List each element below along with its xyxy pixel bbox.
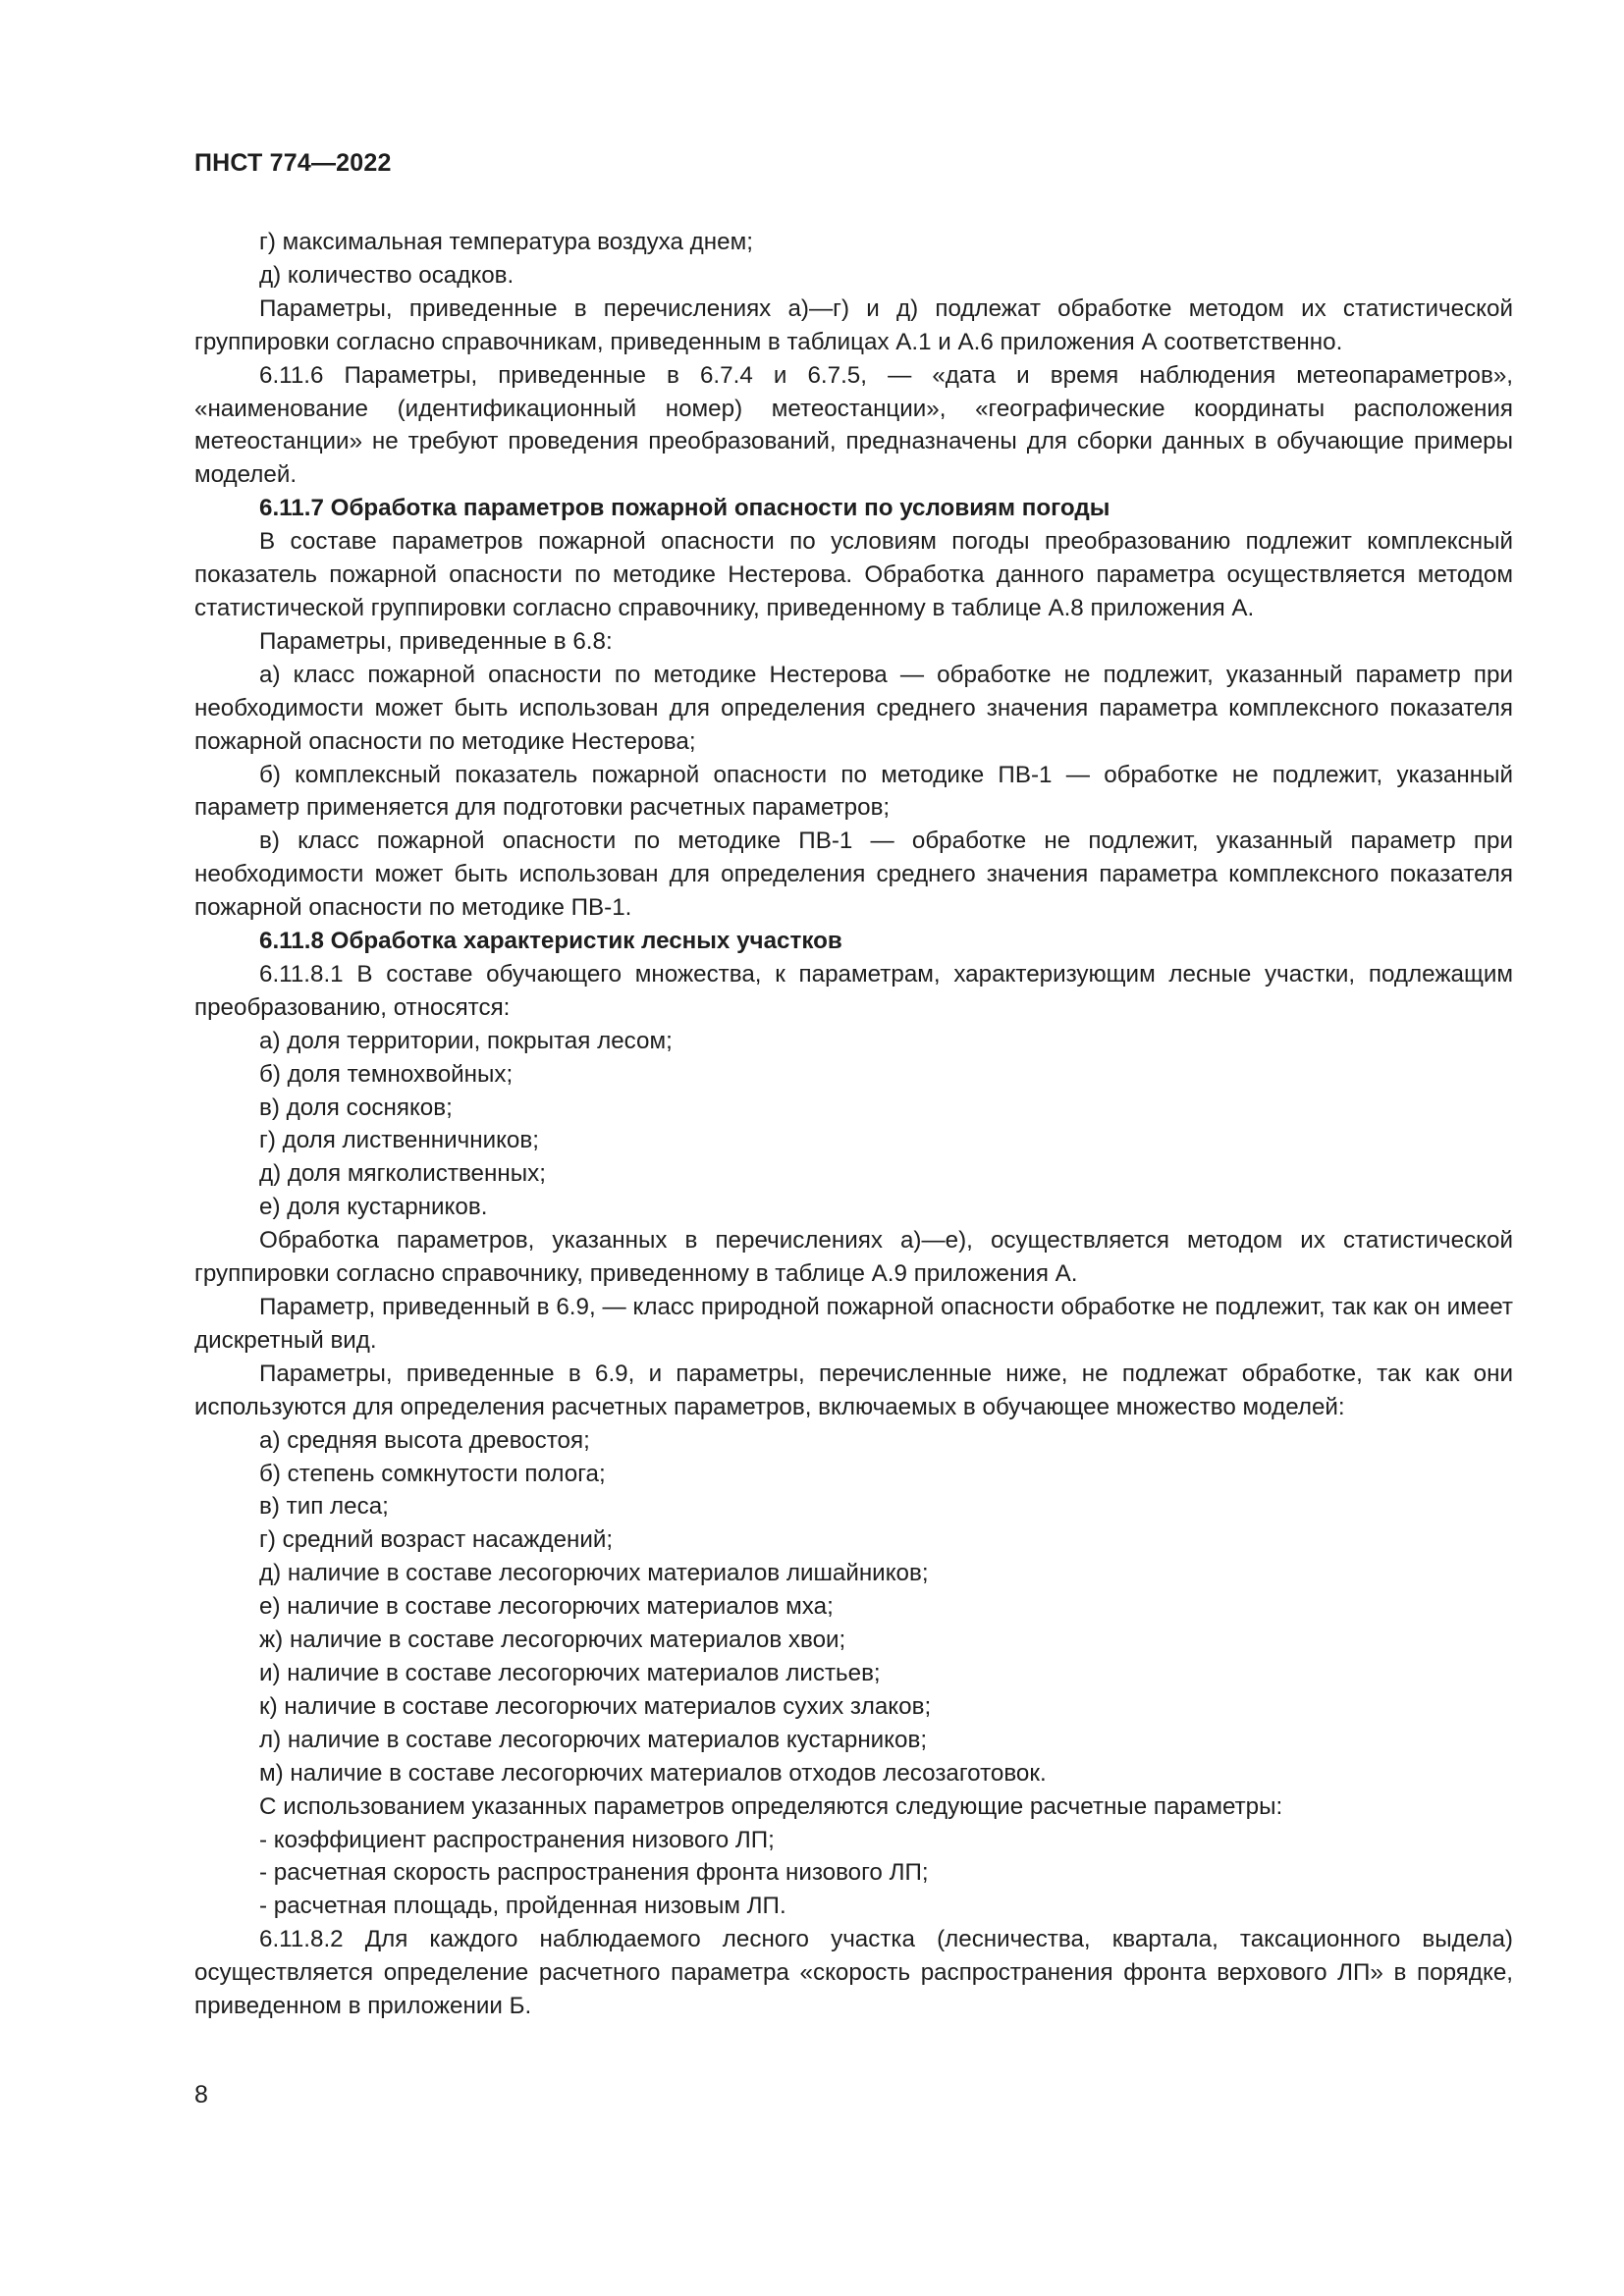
list-item: а) средняя высота древостоя;: [259, 1426, 590, 1454]
document-body: [194, 226, 1513, 2023]
paragraph: В составе параметров пожарной опасности по условиям погоды преобразованию подлежит комплексный показатель пожарной опасности по методике Нестерова. Обработка данного параметра осуществляется методом статистической группировки согласно справочнику, приведенному в таблице А.8 приложения А.: [194, 528, 1513, 621]
paragraph: Параметры, приведенные в 6.8:: [259, 627, 613, 655]
list-item: - коэффициент распространения низового ЛП;: [259, 1826, 775, 1853]
paragraph: 6.11.6 Параметры, приведенные в 6.7.4 и 6.7.5, — «дата и время наблюдения метеопараметров», «наименование (идентификационный номер) метеостанции», «географические координаты расположения метеостанции» не требуют проведения преобразований, предназначены для сборки данных в обучающие примеры моделей.: [194, 361, 1513, 489]
list-item: - расчетная скорость распространения фронта низового ЛП;: [259, 1859, 929, 1887]
list-item: д) доля мягколиственных;: [259, 1160, 546, 1188]
list-item: б) доля темнохвойных;: [259, 1060, 514, 1088]
list-item: ж) наличие в составе лесогорючих материалов хвои;: [259, 1627, 846, 1654]
paragraph: Параметры, приведенные в перечислениях а)—г) и д) подлежат обработке методом их статистической группировки согласно справочникам, приведенным в таблицах А.1 и А.6 приложения А соответственно.: [194, 294, 1513, 355]
list-item: г) доля лиственничников;: [259, 1127, 539, 1154]
paragraph: Параметры, приведенные в 6.9, и параметры, перечисленные ниже, не подлежат обработке, так как они используются для определения расчетных параметров, включаемых в обучающее множество моделей:: [194, 1360, 1513, 1420]
list-item: и) наличие в составе лесогорючих материалов листьев;: [259, 1659, 881, 1686]
paragraph: Параметр, приведенный в 6.9, — класс природной пожарной опасности обработке не подлежит, так как он имеет дискретный вид.: [194, 1294, 1513, 1354]
page-number: 8: [194, 2081, 208, 2109]
list-item: е) доля кустарников.: [259, 1194, 488, 1221]
paragraph: 6.11.8.2 Для каждого наблюдаемого лесного участка (лесничества, квартала, таксационного выдела) осуществляется определение расчетного параметра «скорость распространения фронта верхового ЛП» в порядке, приведенном в приложении Б.: [194, 1926, 1513, 2020]
list-item: м) наличие в составе лесогорючих материалов отходов лесозаготовок.: [259, 1759, 1047, 1787]
list-item: а) доля территории, покрытая лесом;: [259, 1027, 673, 1054]
paragraph: 6.11.8.1 В составе обучающего множества, к параметрам, характеризующим лесные участки, подлежащим преобразованию, относятся:: [194, 960, 1513, 1021]
list-item: в) доля сосняков;: [259, 1094, 453, 1121]
list-item: г) средний возраст насаждений;: [259, 1526, 614, 1554]
document-header: ПНСТ 774—2022: [194, 149, 392, 177]
list-item: в) тип леса;: [259, 1493, 389, 1521]
section-heading: 6.11.7 Обработка параметров пожарной опасности по условиям погоды: [259, 495, 1110, 522]
list-item: б) комплексный показатель пожарной опасности по методике ПВ-1 — обработке не подлежит, указанный параметр применяется для подготовки расчетных параметров;: [194, 761, 1513, 822]
list-item: д) наличие в составе лесогорючих материалов лишайников;: [259, 1560, 929, 1587]
paragraph: Обработка параметров, указанных в перечислениях а)—е), осуществляется методом их статистической группировки согласно справочнику, приведенному в таблице А.9 приложения А.: [194, 1227, 1513, 1288]
list-item: б) степень сомкнутости полога;: [259, 1460, 606, 1487]
list-item: л) наличие в составе лесогорючих материалов кустарников;: [259, 1726, 928, 1753]
list-item: к) наличие в составе лесогорючих материалов сухих злаков;: [259, 1692, 932, 1720]
list-item: д) количество осадков.: [259, 261, 514, 289]
list-item: а) класс пожарной опасности по методике Нестерова — обработке не подлежит, указанный параметр при необходимости может быть использован для определения среднего значения параметра комплексного показателя пожарной опасности по методике Нестерова;: [194, 661, 1513, 755]
list-item: г) максимальная температура воздуха днем;: [259, 229, 753, 255]
section-heading: 6.11.8 Обработка характеристик лесных участков: [259, 928, 842, 955]
list-item: - расчетная площадь, пройденная низовым ЛП.: [259, 1893, 786, 1920]
paragraph: С использованием указанных параметров определяются следующие расчетные параметры:: [259, 1792, 1283, 1820]
list-item: е) наличие в составе лесогорючих материалов мха;: [259, 1593, 834, 1621]
list-item: в) класс пожарной опасности по методике ПВ-1 — обработке не подлежит, указанный параметр при необходимости может быть использован для определения среднего значения параметра комплексного показателя пожарной опасности по методике ПВ-1.: [194, 828, 1513, 922]
